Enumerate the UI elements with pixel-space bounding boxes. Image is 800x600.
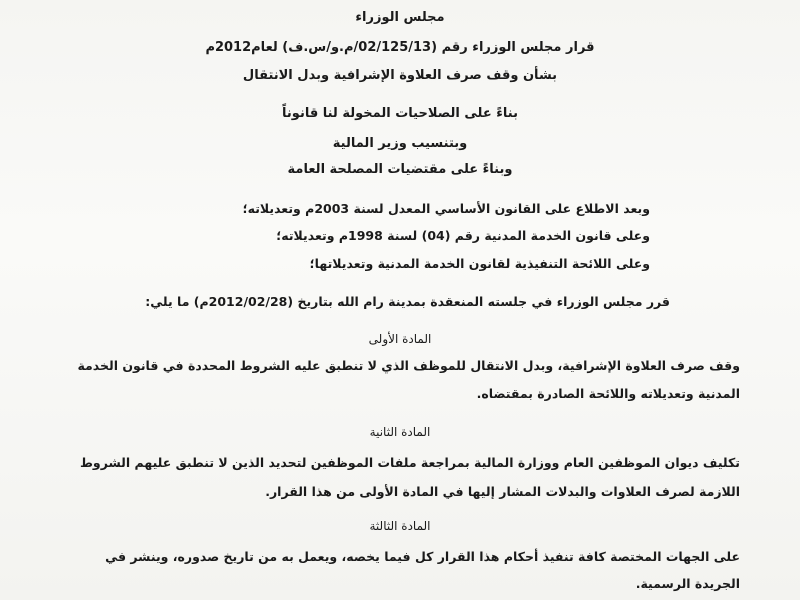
decision-statement: قرر مجلس الوزراء في جلسته المنعقدة بمدينة رام الله بتاريخ (2012/02/28م) ما يلي: [145, 294, 670, 309]
article-text-line: المدنية وتعديلاته واللائحة الصادرة بمقتضاه. [476, 386, 740, 401]
basis-line: وبتنسيب وزير المالية [332, 136, 468, 151]
article-text-line: وقف صرف العلاوة الإشرافية، وبدل الانتقال للموظف الذي لا تنطبق عليه الشروط المحددة في قانون الخدمة [77, 358, 740, 373]
reference-line: وبعد الاطلاع على القانون الأساسي المعدل لسنة 2003م وتعديلاته؛ [242, 201, 650, 216]
article-text-line: الجريدة الرسمية. [635, 576, 740, 591]
article-text-line: تكليف ديوان الموظفين العام ووزارة المالية بمراجعة ملفات الموظفين لتحديد الذين لا تنطبق عليهم الشروط [79, 455, 740, 470]
reference-line: وعلى قانون الخدمة المدنية رقم (04) لسنة 1998م وتعديلاته؛ [276, 228, 650, 243]
decision-subject: بشأن وقف صرف العلاوة الإشرافية وبدل الانتقال [242, 68, 558, 83]
article-heading: المادة الثانية [369, 425, 431, 439]
basis-line: بناءً على الصلاحيات المخولة لنا قانوناً [282, 106, 518, 121]
article-heading: المادة الأولى [368, 332, 432, 346]
basis-line: وبناءً على مقتضيات المصلحة العامة [287, 162, 513, 177]
decision-number: قرار مجلس الوزراء رقم (02/125/13/م.و/س.ف) لعام2012م [205, 40, 595, 55]
article-heading: المادة الثالثة [369, 519, 431, 533]
article-text-line: اللازمة لصرف العلاوات والبدلات المشار إليها في المادة الأولى من هذا القرار. [265, 484, 740, 499]
reference-line: وعلى اللائحة التنفيذية لقانون الخدمة المدنية وتعديلاتها؛ [309, 256, 650, 271]
council-title: مجلس الوزراء [355, 10, 445, 25]
article-text-line: على الجهات المختصة كافة تنفيذ أحكام هذا القرار كل فيما يخصه، ويعمل به من تاريخ صدوره، وينشر في [105, 549, 740, 564]
